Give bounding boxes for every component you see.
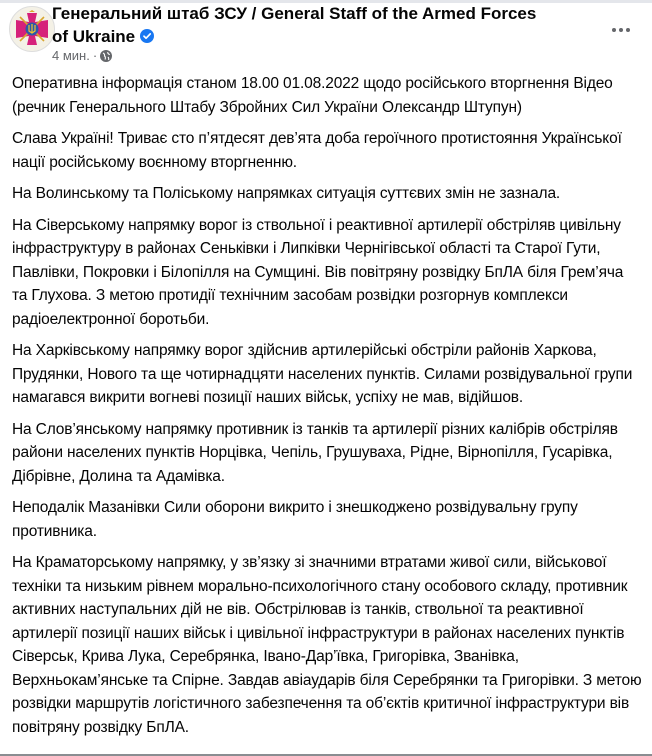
more-options-icon <box>612 28 616 32</box>
post-header <box>0 0 652 70</box>
avatar[interactable] <box>9 6 55 52</box>
post-paragraph: Неподалік Мазанівки Сили оборони викрито і знешкоджено розвідувальну групу противника. <box>12 499 578 540</box>
post-paragraph: Слава Україні! Триває сто п’ятдесят дев’ята доба героїчного протистояння Української нації російському воєнному вторгненню. <box>12 130 622 171</box>
author-name[interactable] <box>52 2 552 48</box>
meta-separator: · <box>92 48 98 63</box>
more-options-button[interactable] <box>606 20 636 40</box>
author-name-text[interactable]: Генеральний штаб ЗСУ / General Staff of the Armed Forces of Ukraine <box>52 4 537 46</box>
post-paragraph: На Слов’янському напрямку противник із танків та артилерії різних калібрів обстріляв райони населених пунктів Норцівка, Чепіль, Грушуваха, Рідне, Вірнопілля, Гусарівка, Дібрівне, Долина та Адамівка. <box>12 420 618 485</box>
more-options-icon <box>619 28 623 32</box>
post-paragraph: На Краматорському напрямку, у зв’язку зі значними втратами живої сили, військової техніки та низьким рівнем морально-психологічного стану особового складу, противник активних наступальних дій не вів. Обстрілював із танків, ствольної та реактивної артилерії позиції наших військ і цивільної інфраструктури в районах населених пунктів Сіверськ, Крива Лука, Серебрянка, Івано-Дар’ївка, Григорівка, Званівка, Верхньокам’янське та Спірне. Завдав авіаударів біля Серебрянки та Григорівки. З метою розвідки маршрутів логістичного забезпечення та об’єктів критичної інфраструктури вів повітряну розвідку БпЛА. <box>12 554 642 736</box>
post-body <box>12 72 642 747</box>
verified-badge-icon <box>140 29 154 43</box>
post-paragraph: Оперативна інформація станом 18.00 01.08.2022 щодо російського вторгнення Відео (речник Генерального Штабу Збройних Сил України Олександр Штупун) <box>12 75 613 116</box>
post-paragraph: На Волинському та Поліському напрямках ситуація суттєвих змін не зазнала. <box>12 185 561 202</box>
post-paragraph: На Сіверському напрямку ворог із ствольної і реактивної артилерії обстріляв цивільну інфраструктуру в районах Сеньківки і Липківки Чернігівської області та Старої Гути, Павлівки, Покровки і Білопілля на Сумщині. Вів повітряну розвідку БпЛА біля Грем’яча та Глухова. З метою протидії технічним засобам розвідки розгорнув комплекси радіоелектронної боротьби. <box>12 216 624 328</box>
globe-icon[interactable] <box>100 50 112 62</box>
armed-forces-emblem-icon <box>10 7 54 51</box>
post-meta <box>52 48 112 64</box>
more-options-icon <box>626 28 630 32</box>
post-timestamp[interactable]: 4 мин. <box>52 48 90 63</box>
post-paragraph: На Харківському напрямку ворог здійснив артилерійські обстріли районів Харкова, Прудянки, Нового та ще чотирнадцяти населених пунктів. Силами розвідувальної групи намагався викрити вогневі позиції наших військ, успіху не мав, відійшов. <box>12 342 633 406</box>
